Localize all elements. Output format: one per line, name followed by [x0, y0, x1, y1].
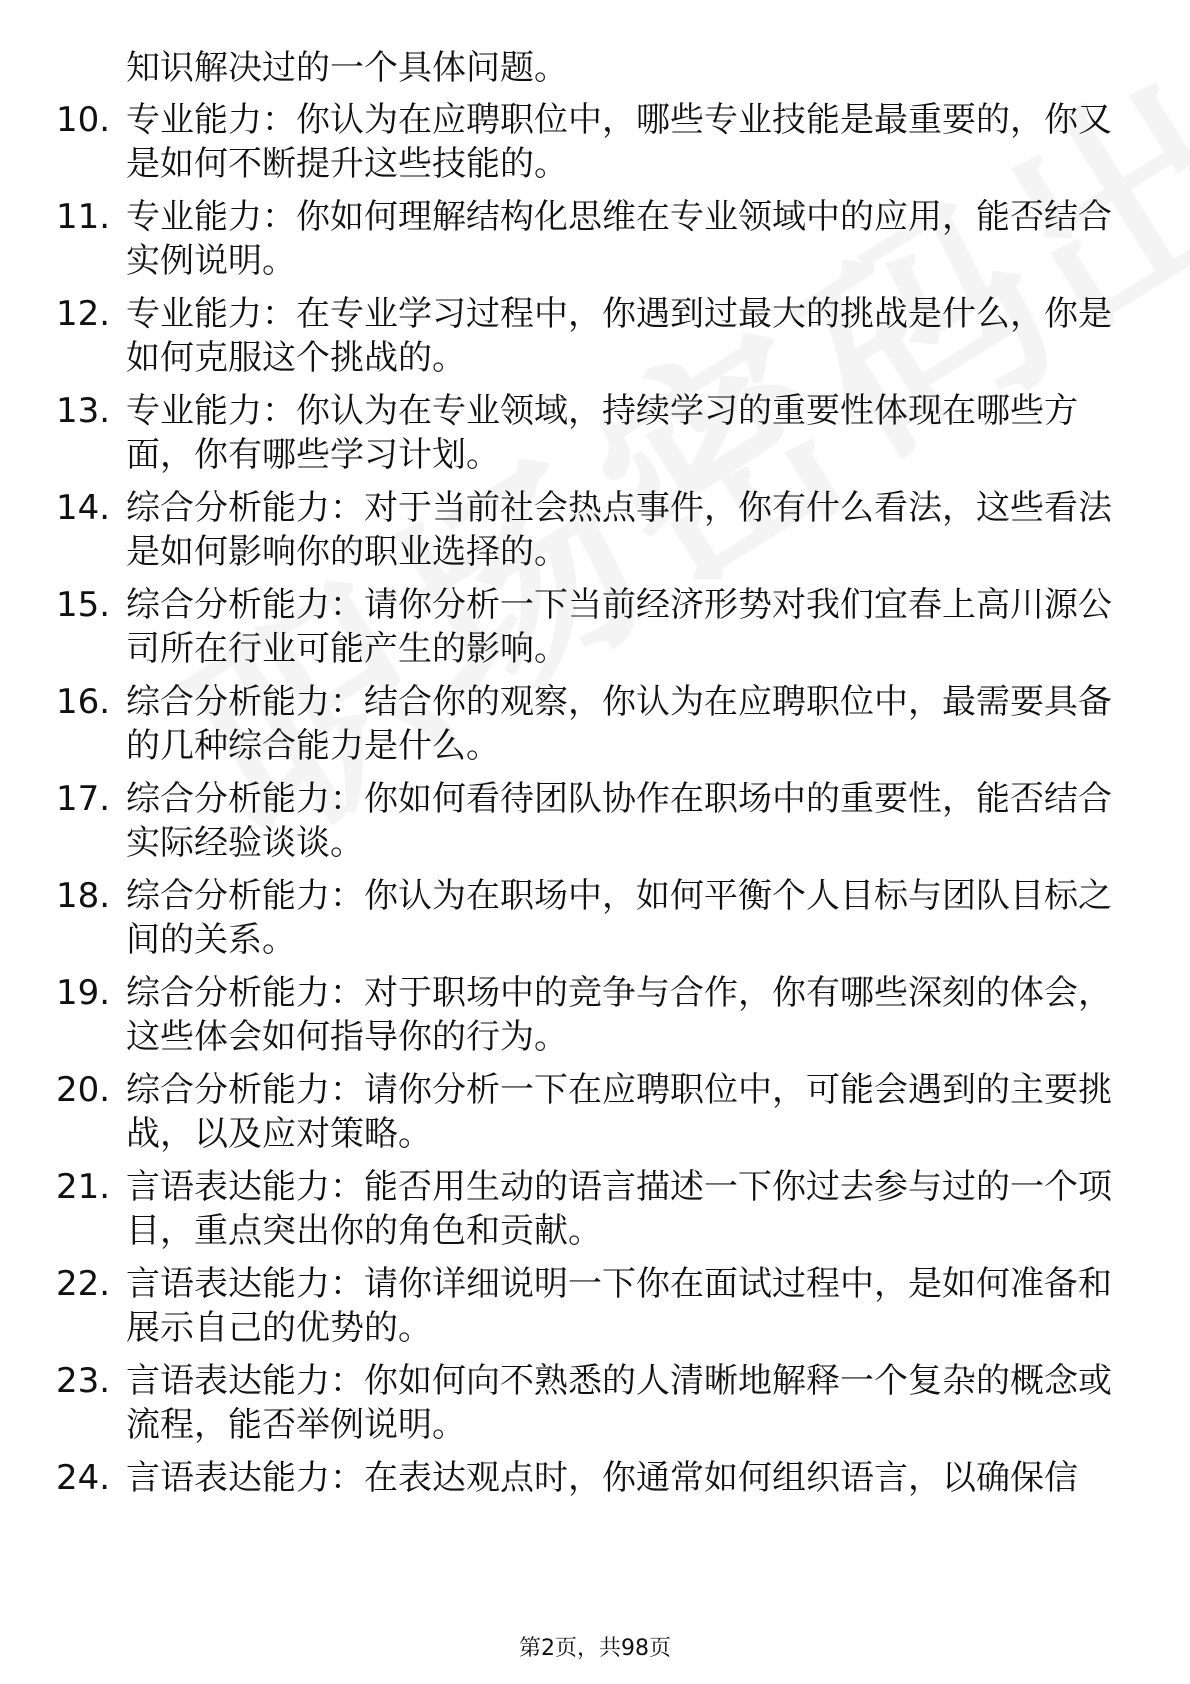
list-item: [0, 98, 1190, 195]
item-text: 综合分析能力：你如何看待团队协作在职场中的重要性，能否结合实际经验谈谈。: [126, 779, 1112, 863]
list-item: [0, 1262, 1190, 1359]
item-number: 19.: [56, 973, 111, 1013]
list-item: [0, 971, 1190, 1068]
page-footer: 第2页，共98页: [519, 1636, 671, 1661]
item-text: 言语表达能力：请你详细说明一下你在面试过程中，是如何准备和展示自己的优势的。: [126, 1264, 1112, 1348]
item-number: 20.: [56, 1070, 111, 1110]
list-item: [0, 1068, 1190, 1165]
list-item: [0, 680, 1190, 777]
item-text: 综合分析能力：对于职场中的竞争与合作，你有哪些深刻的体会，这些体会如何指导你的行为。: [126, 973, 1112, 1057]
item-text: 综合分析能力：结合你的观察，你认为在应聘职位中，最需要具备的几种综合能力是什么。: [126, 682, 1112, 766]
item-text: 专业能力：在专业学习过程中，你遇到过最大的挑战是什么，你是如何克服这个挑战的。: [126, 294, 1112, 378]
list-item: [0, 195, 1190, 292]
item-number: 14.: [56, 488, 111, 528]
item-text: 综合分析能力：你认为在职场中，如何平衡个人目标与团队目标之间的关系。: [126, 876, 1112, 960]
item-text: 言语表达能力：你如何向不熟悉的人清晰地解释一个复杂的概念或流程，能否举例说明。: [126, 1361, 1112, 1445]
list-item: [0, 389, 1190, 486]
list-item: [0, 486, 1190, 583]
item-number: 13.: [56, 391, 111, 431]
list-item: [0, 777, 1190, 874]
item-number: 17.: [56, 779, 111, 819]
item-text: 专业能力：你如何理解结构化思维在专业领域中的应用，能否结合实例说明。: [126, 197, 1112, 281]
continuation-text: 知识解决过的一个具体问题。: [126, 48, 568, 88]
item-number: 10.: [56, 100, 111, 140]
item-text: 专业能力：你认为在应聘职位中，哪些专业技能是最重要的，你又是如何不断提升这些技能的。: [126, 100, 1112, 184]
item-number: 18.: [56, 876, 111, 916]
list-item: [0, 874, 1190, 971]
item-number: 16.: [56, 682, 111, 722]
list-item: [0, 292, 1190, 389]
item-number: 22.: [56, 1264, 111, 1304]
list-item: [0, 1165, 1190, 1262]
item-number: 23.: [56, 1361, 111, 1401]
item-text: 综合分析能力：请你分析一下在应聘职位中，可能会遇到的主要挑战，以及应对策略。: [126, 1070, 1112, 1154]
item-number: 12.: [56, 294, 111, 334]
list-item: [0, 1359, 1190, 1456]
question-list: [0, 98, 1190, 1553]
item-number: 15.: [56, 585, 111, 625]
item-number: 24.: [56, 1458, 111, 1498]
list-item: [0, 1456, 1190, 1553]
list-item: [0, 583, 1190, 680]
item-text: 言语表达能力：能否用生动的语言描述一下你过去参与过的一个项目，重点突出你的角色和贡献。: [126, 1167, 1112, 1251]
item-text: 综合分析能力：请你分析一下当前经济形势对我们宜春上高川源公司所在行业可能产生的影响。: [126, 585, 1112, 669]
item-text: 专业能力：你认为在专业领域，持续学习的重要性体现在哪些方面，你有哪些学习计划。: [126, 391, 1078, 475]
item-text: 言语表达能力：在表达观点时，你通常如何组织语言，以确保信: [126, 1458, 1078, 1498]
item-number: 11.: [56, 197, 111, 237]
item-text: 综合分析能力：对于当前社会热点事件，你有什么看法，这些看法是如何影响你的职业选择的。: [126, 488, 1112, 572]
item-number: 21.: [56, 1167, 111, 1207]
